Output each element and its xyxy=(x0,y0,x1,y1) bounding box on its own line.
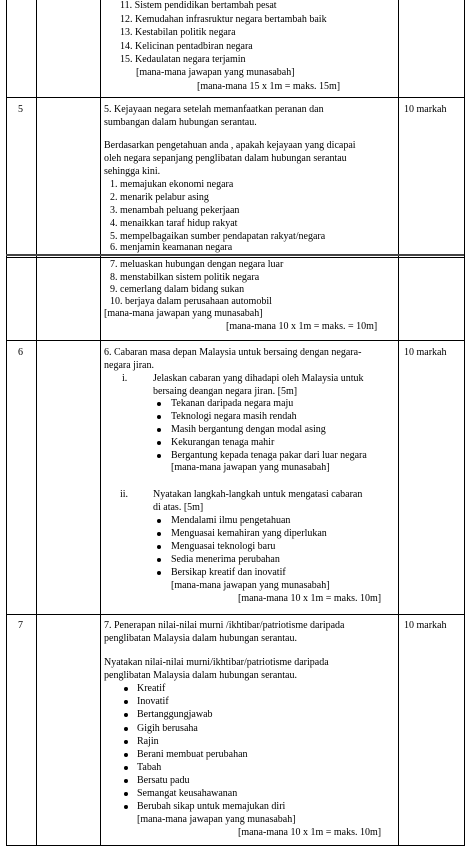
list-item: 10. berjaya dalam perusahaan automobil xyxy=(110,296,272,307)
question-title: negara jiran. xyxy=(104,360,154,371)
question-prompt: Berdasarkan pengetahuan anda , apakah kejayaan yang dicapai xyxy=(104,140,356,151)
question-prompt: Nyatakan nilai-nilai murni/ikhtibar/patriotisme daripada xyxy=(104,657,329,668)
bullet-icon xyxy=(124,805,128,809)
col-line-left xyxy=(6,0,7,846)
list-item: Kreatif xyxy=(137,683,166,694)
bullet-icon xyxy=(157,558,161,562)
list-item: 12. Kemudahan infrasruktur negara bertambah baik xyxy=(120,14,327,25)
list-item: 13. Kestabilan politik negara xyxy=(120,27,236,38)
list-item: Menguasai teknologi baru xyxy=(171,541,276,552)
list-item: 4. menaikkan taraf hidup rakyat xyxy=(110,218,238,229)
subquestion-text: Jelaskan cabaran yang dihadapi oleh Malaysia untuk xyxy=(153,373,364,384)
list-item: Menguasai kemahiran yang diperlukan xyxy=(171,528,327,539)
list-item: Bertanggungjawab xyxy=(137,709,213,720)
list-item: Bergantung kepada tenaga pakar dari luar negara xyxy=(171,450,367,461)
bullet-icon xyxy=(124,792,128,796)
subquestion-text: bersaing deangan negara jiran. [5m] xyxy=(153,386,298,397)
bullet-icon xyxy=(157,428,161,432)
bullet-icon xyxy=(124,700,128,704)
marks-label: 10 markah xyxy=(404,347,447,358)
bullet-icon xyxy=(157,532,161,536)
marks-total: [mana-mana 10 x 1m = maks. 10m] xyxy=(238,593,382,604)
answer-note: [mana-mana jawapan yang munasabah] xyxy=(137,814,296,825)
marks-total: [mana-mana 10 x 1m = maks. 10m] xyxy=(238,827,382,838)
bullet-icon xyxy=(124,753,128,757)
col-line-num xyxy=(36,0,37,846)
bullet-icon xyxy=(157,519,161,523)
list-item: Berubah sikap untuk memajukan diri xyxy=(137,801,286,812)
marks-total: [mana-mana 10 x 1m = maks. = 10m] xyxy=(226,321,378,332)
question-prompt: oleh negara sepanjang penglibatan dalam hubungan serantau xyxy=(104,153,347,164)
list-item: 15. Kedaulatan negara terjamin xyxy=(120,54,246,65)
list-item: Inovatif xyxy=(137,696,169,707)
bullet-icon xyxy=(124,779,128,783)
subquestion-text: di atas. [5m] xyxy=(153,502,204,513)
list-item: Tekanan daripada negara maju xyxy=(171,398,294,409)
list-item: Sedia menerima perubahan xyxy=(171,554,280,565)
row-divider xyxy=(6,257,464,258)
answer-note: [mana-mana jawapan yang munasabah] xyxy=(104,308,263,319)
bullet-icon xyxy=(157,441,161,445)
list-item: 6. menjamin keamanan negara xyxy=(110,242,233,253)
question-prompt: penglibatan Malaysia dalam hubungan serantau. xyxy=(104,670,297,681)
list-item: Rajin xyxy=(137,736,159,747)
list-item: Teknologi negara masih rendah xyxy=(171,411,297,422)
subquestion-label: ii. xyxy=(120,489,129,500)
question-title: sumbangan dalam hubungan serantau. xyxy=(104,117,257,128)
row-divider xyxy=(6,340,464,341)
row-divider xyxy=(6,97,464,98)
list-item: Berani membuat perubahan xyxy=(137,749,248,760)
list-item: Kekurangan tenaga mahir xyxy=(171,437,275,448)
list-item: 2. menarik pelabur asing xyxy=(110,192,209,203)
col-line-right xyxy=(464,0,465,846)
question-title: 7. Penerapan nilai-nilai murni /ikhtibar/patriotisme daripada xyxy=(104,620,345,631)
bullet-icon xyxy=(124,766,128,770)
col-line-marks xyxy=(398,0,399,846)
question-number: 6 xyxy=(18,347,23,358)
question-number: 5 xyxy=(18,104,23,115)
answer-note: [mana-mana jawapan yang munasabah] xyxy=(171,462,330,473)
list-item: 9. cemerlang dalam bidang sukan xyxy=(110,284,245,295)
question-title: penglibatan Malaysia dalam hubungan serantau. xyxy=(104,633,297,644)
list-item: 11. Sistem pendidikan bertambah pesat xyxy=(120,0,277,11)
list-item: Semangat keusahawanan xyxy=(137,788,238,799)
list-item: 7. meluaskan hubungan dengan negara luar xyxy=(110,259,284,270)
table-bottom-line xyxy=(6,845,464,846)
bullet-icon xyxy=(157,415,161,419)
question-prompt: sehingga kini. xyxy=(104,166,161,177)
bullet-icon xyxy=(124,740,128,744)
list-item: 1. memajukan ekonomi negara xyxy=(110,179,234,190)
marks-total: [mana-mana 15 x 1m = maks. 15m] xyxy=(197,81,341,92)
bullet-icon xyxy=(157,454,161,458)
list-item: Mendalami ilmu pengetahuan xyxy=(171,515,291,526)
bullet-icon xyxy=(124,687,128,691)
bullet-icon xyxy=(124,727,128,731)
list-item: 5. mempelbagaikan sumber pendapatan rakyat/negara xyxy=(110,231,326,242)
row-divider xyxy=(6,614,464,615)
subquestion-label: i. xyxy=(122,373,128,384)
page-break-line xyxy=(6,254,464,256)
subquestion-text: Nyatakan langkah-langkah untuk mengatasi cabaran xyxy=(153,489,363,500)
list-item: Bersatu padu xyxy=(137,775,190,786)
question-title: 5. Kejayaan negara setelah memanfaatkan peranan dan xyxy=(104,104,324,115)
list-item: Gigih berusaha xyxy=(137,723,198,734)
list-item: Tabah xyxy=(137,762,162,773)
bullet-icon xyxy=(124,713,128,717)
bullet-icon xyxy=(157,545,161,549)
list-item: 3. menambah peluang pekerjaan xyxy=(110,205,240,216)
question-title: 6. Cabaran masa depan Malaysia untuk bersaing dengan negara- xyxy=(104,347,362,358)
answer-note: [mana-mana jawapan yang munasabah] xyxy=(171,580,330,591)
bullet-icon xyxy=(157,571,161,575)
list-item: Bersikap kreatif dan inovatif xyxy=(171,567,286,578)
question-number: 7 xyxy=(18,620,23,631)
list-item: Masih bergantung dengan modal asing xyxy=(171,424,326,435)
list-item: 8. menstabilkan sistem politik negara xyxy=(110,272,260,283)
bullet-icon xyxy=(157,402,161,406)
answer-note: [mana-mana jawapan yang munasabah] xyxy=(136,67,295,78)
col-line-content xyxy=(100,0,101,846)
list-item: 14. Kelicinan pentadbiran negara xyxy=(120,41,253,52)
marks-label: 10 markah xyxy=(404,104,447,115)
marks-label: 10 markah xyxy=(404,620,447,631)
